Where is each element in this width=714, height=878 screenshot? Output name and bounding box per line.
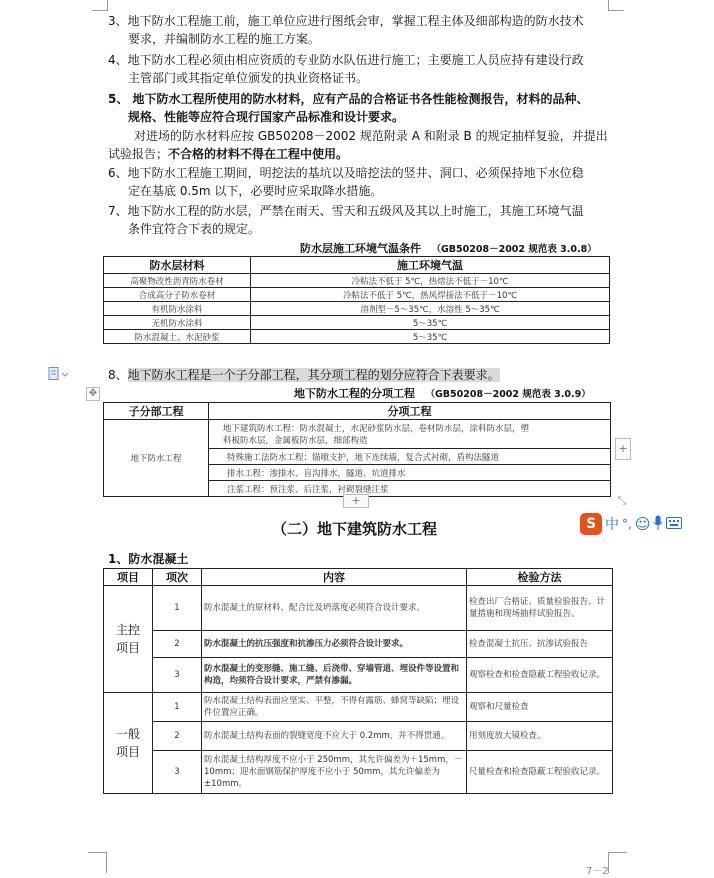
table1-temperature [103,256,610,344]
table2-header-sub: 子分部工程 [104,403,209,420]
table-row [104,751,613,794]
table2-cell: 注浆工程：预注浆、后注浆，衬砌裂缝注浆 [209,481,611,497]
crop-mark-bottom-right [608,852,627,873]
table-row [104,420,611,449]
table1-cell: 5～35℃ [251,330,610,344]
add-row-button[interactable]: + [343,494,369,508]
table1-header-temp: 施工环境气温 [251,257,610,274]
item-4-cont: 主管部门或其指定单位颁发的执业资格证书。 [128,71,369,85]
row-content: 防水混凝土结构表面的裂缝宽度不应大于 0.2mm，并不得贯通。 [202,722,467,751]
row-method: 用刻度放大镜检查。 [467,722,613,751]
table-row [104,722,613,751]
row-index: 1 [153,693,202,722]
page-number: 7－2 [586,866,609,877]
document-outline-icon[interactable] [48,366,70,380]
item-8-selected-text: 地下防水工程是一个子分部工程，其分项工程的划分应符合下表要求。 [127,368,500,382]
table1-cell: 防水混凝土、水泥砂浆 [104,330,251,344]
item-7-cont: 条件宜符合下表的规定。 [128,222,261,236]
table-move-handle-icon[interactable]: ✥ [86,387,100,401]
table2-subdivisions [103,402,611,497]
table-row [104,274,610,288]
table1-cell: 无机防水涂料 [104,316,251,330]
table2-cell: 地下建筑防水工程：防水混凝土，水泥砂浆防水层，卷材防水层，涂料防水层，塑 料板防水层，金属板防水层，细部构造 [209,420,611,449]
table2-ref: （GB50208－2002 规范表 3.0.9） [425,389,591,400]
row-index: 2 [153,722,202,751]
table1-title: 防水层施工环境气温条件 [300,242,421,255]
item-5-paragraph-cont: 试验报告；不合格的材料不得在工程中使用。 [108,147,349,161]
crop-mark-bottom-left [88,852,107,873]
row-method: 检查出厂合格证、质量检验报告、计量措施和现场抽样试验报告。 [467,586,613,631]
table2-cell: 排水工程：渗排水、盲沟排水，隧道、坑道排水 [209,465,611,481]
table1-ref: （GB50208－2002 规范表 3.0.8） [431,244,597,255]
item-5-cont: 规格、性能等应符合现行国家产品标准和设计要求。 [128,110,405,124]
table-row [104,302,610,316]
subsection-title: 1、防水混凝土 [108,552,189,566]
row-content: 防水混凝土结构表面应坚实、平整，不得有露筋、蜂窝等缺陷；埋设件位置应正确。 [202,693,467,722]
row-index: 2 [153,631,202,658]
table1-caption [300,240,597,256]
row-index: 3 [153,658,202,693]
table1-cell: 合成高分子防水卷材 [104,288,251,302]
table-resize-icon[interactable]: ⤡ [617,494,627,507]
table1-cell: 高聚物改性沥青防水卷材 [104,274,251,288]
item-4: 4、地下防水工程必须由相应资质的专业防水队伍进行施工；主要施工人员应持有建设行政 [108,53,584,67]
emoji-icon[interactable]: ☺ [634,515,651,533]
ime-punctuation-toggle[interactable]: °, [622,517,632,531]
keyboard-icon[interactable] [666,517,682,532]
ime-toolbar[interactable] [580,512,714,536]
row-method: 观察检查和检查隐蔽工程验收记录。 [467,658,613,693]
table3-header-method: 检验方法 [467,569,613,586]
table3-header-project: 项目 [104,569,153,586]
row-method: 观察和尺量检查 [467,693,613,722]
table1-cell: 冷粘法不低于 5℃，热风焊接法不低于－10℃ [251,288,610,302]
item-6: 6、地下防水工程施工期间，明挖法的基坑以及暗挖法的竖井、洞口、必须保持地下水位稳 [108,166,584,180]
item-3-cont: 要求，并编制防水工程的施工方案。 [128,32,321,46]
table2-cell: 特殊施工法防水工程：锚喷支护，地下连续墙，复合式衬砌，盾构法隧道 [209,449,611,465]
item-3: 3、地下防水工程施工前，施工单位应进行图纸会审，掌握工程主体及细部构造的防水技术 [108,14,584,28]
ime-mode-toggle[interactable]: 中 [605,517,619,533]
item-6-cont: 定在基底 0.5m 以下，必要时应采取降水措施。 [128,184,383,198]
table-row [104,693,613,722]
table2-header-items: 分项工程 [209,403,611,420]
item-5-paragraph: 对进场的防水材料应按 GB50208－2002 规范附录 A 和附录 B 的规定抽样复验，并提出 [134,129,608,143]
group-general: 一般 项目 [104,693,153,794]
row-content: 防水混凝土的原材料、配合比及坍落度必须符合设计要求。 [202,586,467,631]
table2-caption [294,385,591,401]
table2-title: 地下防水工程的分项工程 [294,387,415,400]
table-row [104,316,610,330]
section-heading: （二）地下建筑防水工程 [272,520,438,538]
table-row [104,288,610,302]
row-content: 防水混凝土的抗压强度和抗渗压力必须符合设计要求。 [202,631,467,658]
item-7: 7、地下防水工程的防水层，严禁在雨天、雪天和五级风及其以上时施工，其施工环境气温 [108,204,584,218]
item-5: 5、 地下防水工程所使用的防水材料，应有产品的合格证书各性能检测报告，材料的品种、 [108,92,589,106]
row-index: 3 [153,751,202,794]
table3-header-content: 内容 [202,569,467,586]
table-row [104,586,613,631]
table2-subdivision-cell: 地下防水工程 [104,420,209,497]
table1-cell: 有机防水涂料 [104,302,251,316]
table3-header-index: 项次 [153,569,202,586]
row-index: 1 [153,586,202,631]
row-content: 防水混凝土的变形缝、施工缝、后浇带、穿墙管道、埋设件等设置和构造，均须符合设计要求，严禁有渗漏。 [202,658,467,693]
sogou-logo-icon[interactable]: S [580,513,602,535]
table1-cell: 5～35℃ [251,316,610,330]
voice-input-icon[interactable] [653,515,663,534]
item-8: 8、地下防水工程是一个子分部工程，其分项工程的划分应符合下表要求。 [108,368,500,382]
crop-mark-top-right [608,0,624,11]
group-main-control: 主控 项目 [104,586,153,693]
table-row [104,658,613,693]
crop-mark-top-left [92,0,108,11]
row-method: 检查混凝土抗压、抗渗试验报告 [467,631,613,658]
table-row [104,330,610,344]
row-method: 尺量检查和检查隐蔽工程验收记录。 [467,751,613,794]
table3-inspection [103,568,613,794]
table-row [104,631,613,658]
add-column-button[interactable]: + [615,438,631,460]
table1-cell: 冷粘法不低于 5℃，热熔法不低于－10℃ [251,274,610,288]
table1-header-material: 防水层材料 [104,257,251,274]
row-content: 防水混凝土结构厚度不应小于 250mm，其允许偏差为＋15mm，－10mm；迎水面钢筋保护厚度不应小于 50mm，其允许偏差为±10mm。 [202,751,467,794]
table1-cell: 溶剂型－5～35℃，水溶性 5～35℃ [251,302,610,316]
